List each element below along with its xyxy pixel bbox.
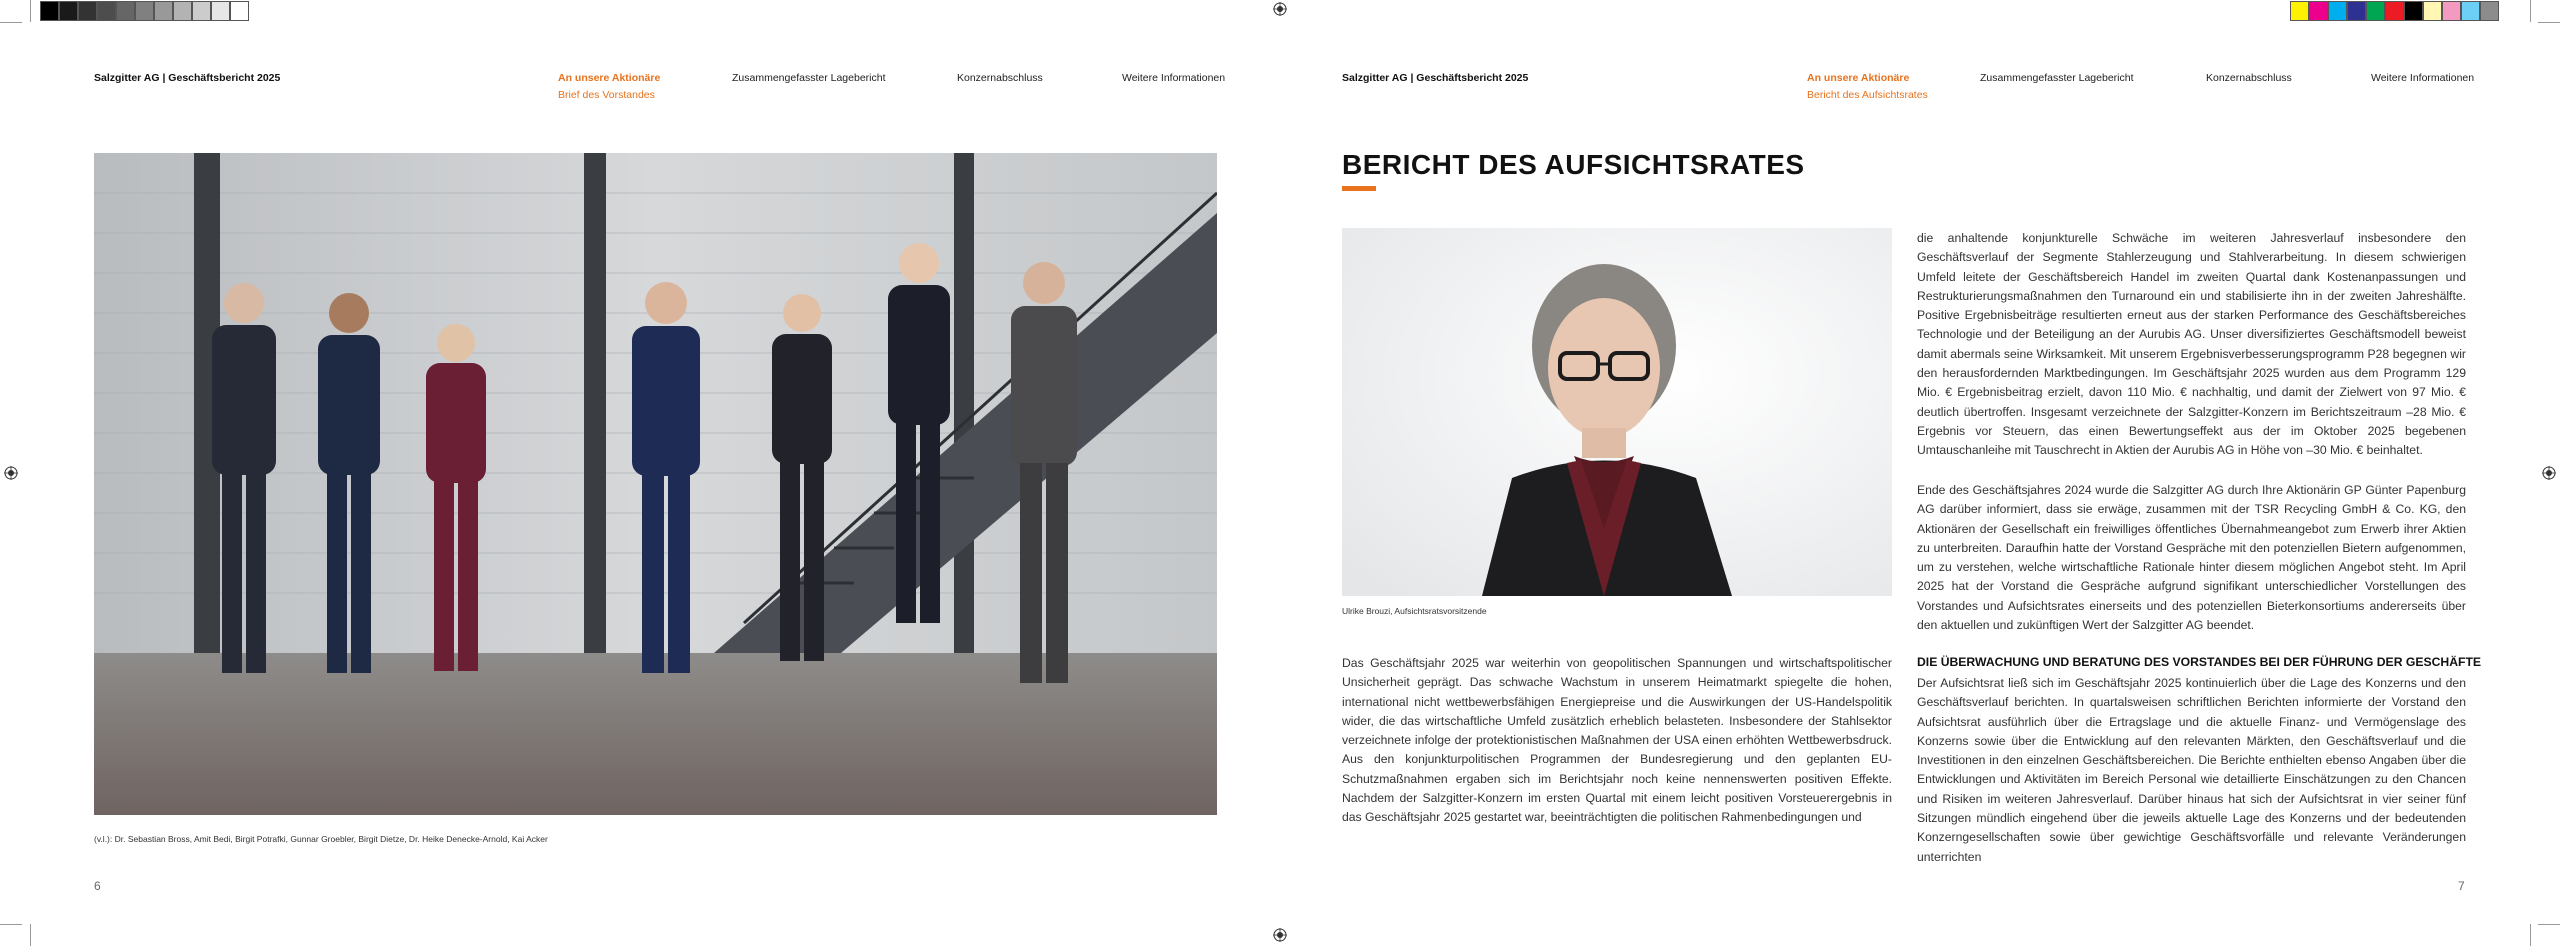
title-accent-rule	[1342, 186, 1376, 191]
registration-mark-icon	[1273, 2, 1287, 16]
color-swatch	[135, 1, 154, 21]
color-swatch	[2309, 1, 2328, 21]
nav-link-weitere-informationen[interactable]: Weitere Informationen	[2371, 72, 2475, 84]
nav-sublink-brief-des-vorstandes[interactable]: Brief des Vorstandes	[558, 89, 655, 101]
registration-mark-icon	[2542, 466, 2556, 480]
nav-link-an-unsere-aktionaere[interactable]: An unsere Aktionäre	[558, 72, 661, 84]
registration-mark-icon	[4, 466, 18, 480]
photo-caption: (v.l.): Dr. Sebastian Bross, Amit Bedi, Birgit Potrafki, Gunnar Groebler, Birgit Dietze, Dr. Heike Denecke-Arnold, Kai Acker	[94, 834, 548, 844]
color-swatch	[192, 1, 211, 21]
color-swatch	[40, 1, 59, 21]
color-swatch	[97, 1, 116, 21]
body-paragraph: Der Aufsichtsrat ließ sich im Geschäftsjahr 2025 kontinuierlich über die Lage des Konzerns und den Geschäftsverlauf berichten. In quartalsweisen schriftlichen Berichten informierte der Vorstand den Aufsichtsrat ausführlich über die Ertragslage und die aktuelle Finanz- und Vermögenslage des Konzerns sowie über die Entwicklung auf den relevanten Märkten, den Geschäftsverlauf und die Investitionen in den einzelnen Geschäftsbereichen. Die Berichte enthielten ebenso Angaben über die Entwicklungen und Aktivitäten im Bereich Personal wie detaillierte Einschätzungen zu den Chancen und Risiken im weiteren Jahresverlauf. Darüber hinaus hat sich der Aufsichtsrat in vier seiner fünf Sitzungen mündlich eingehend über die jeweils aktuelle Lage des Konzerns und der bedeutenden Konzerngesellschaften sowie über gewichtige Geschäftsvorfälle und relevante Veränderungen unterrichten	[1917, 676, 2466, 864]
color-swatch	[173, 1, 192, 21]
color-swatch	[2328, 1, 2347, 21]
board-group-photo	[94, 153, 1217, 815]
crop-mark	[2538, 22, 2560, 23]
body-paragraph: Ende des Geschäftsjahres 2024 wurde die Salzgitter AG durch Ihre Aktionärin GP Günter Papenburg AG darüber informiert, dass sie erwäge, zusammen mit der TSR Recycling GmbH & Co. KG, den Aktionären der Gesellschaft ein freiwilliges öffentliches Übernahmeangebot zum Erwerb ihrer Aktien zu unterbreiten. Daraufhin hatte der Vorstand Gespräche mit den potenziellen Bietern aufgenommen, um zu verstehen, welche wirtschaftliche Rationale hinter diesem möglichen Angebot steht. Im April 2025 hat der Vorstand die Gespräche aufgrund signifikant unterschiedlicher Vorstellungen des Vorstandes und Aufsichtsrates einerseits und des potenziellen Bieterkonsortiums andererseits über den aktuellen und zukünftigen Wert der Salzgitter AG beendet.	[1917, 483, 2466, 633]
body-paragraph: Das Geschäftsjahr 2025 war weiterhin von geopolitischen Spannungen und wirtschaftspolitischer Unsicherheit geprägt. Das schwache Wachstum in unserem Heimatmarkt spiegelte die hohen, international nicht wettbewerbsfähigen Energiepreise und die Auswirkungen der US-Handelspolitik wider, die das wirtschaftliche Umfeld zusätzlich erheblich belasteten. Insbesondere der Stahlsektor verzeichnete infolge der protektionistischen Maßnahmen der USA einen erhöhten Wettbewerbsdruck. Aus den konjunkturpolitischen Programmen der Bundesregierung und den geplanten EU-Schutzmaßnahmen ergaben sich im Berichtsjahr noch keine nennenswerten positiven Effekte. Nachdem der Salzgitter-Konzern im ersten Quartal mit einem leicht positiven Vorsteuerergebnis in das Geschäftsjahr 2025 gestartet war, beeinträchtigten die politischen Rahmenbedingungen und	[1342, 656, 1892, 825]
color-swatch	[2423, 1, 2442, 21]
crop-mark	[30, 924, 31, 946]
grayscale-color-bar	[40, 1, 249, 21]
color-swatch	[2442, 1, 2461, 21]
crop-mark	[0, 924, 22, 925]
header-title: Salzgitter AG | Geschäftsbericht 2025	[94, 72, 281, 84]
header-title: Salzgitter AG | Geschäftsbericht 2025	[1342, 72, 1529, 84]
color-swatch	[2480, 1, 2499, 21]
nav-sublink-bericht-des-aufsichtsrates[interactable]: Bericht des Aufsichtsrates	[1807, 89, 1928, 101]
crop-mark	[2538, 924, 2560, 925]
page-number: 7	[2458, 879, 2465, 893]
color-swatch	[2404, 1, 2423, 21]
page-title: BERICHT DES AUFSICHTSRATES	[1342, 149, 1805, 180]
nav-link-lagebericht[interactable]: Zusammengefasster Lagebericht	[732, 72, 886, 84]
body-paragraph: die anhaltende konjunkturelle Schwäche im weiteren Jahresverlauf insbesondere den Geschäftsverlauf der Segmente Stahlerzeugung und Stahlverarbeitung. In diesem schwierigen Umfeld leitete der Geschäftsbereich Handel im zweiten Quartal dank Kostenanpassungen und Restrukturierungsmaßnahmen den Turnaround ein und stabilisierte ihn in der zweiten Jahreshälfte. Positive Ergebnisbeiträge resultierten erneut aus der starken Performance des Geschäftsbereiches Technologie und der Beteiligung an der Aurubis AG. Unser diversifiziertes Geschäftsmodell beweist damit abermals seine Wirksamkeit. Mit unserem Ergebnisverbesserungsprogramm P28 begegnen wir den herausfordernden Marktbedingungen. Im Geschäftsjahr 2025 wurden aus dem Programm 129 Mio. € Ergebnisbeitrag erzielt, davon 110 Mio. € nachhaltig, und damit der Zielwert von 97 Mio. € deutlich übertroffen. Insgesamt verzeichnete der Salzgitter-Konzern im Berichtszeitraum –28 Mio. € Ergebnis vor Steuern, das einen Bewertungseffekt aus der im Oktober 2025 begebenen Umtauschanleihe mit Tauschrecht in Aktien der Aurubis AG in Höhe von –30 Mio. € beinhaltet.	[1917, 231, 2466, 458]
crop-mark	[2530, 0, 2531, 22]
color-swatch	[116, 1, 135, 21]
chair-portrait-photo	[1342, 228, 1892, 596]
crop-mark	[0, 22, 22, 23]
section-subheading: DIE ÜBERWACHUNG UND BERATUNG DES VORSTANDES BEI DER FÜHRUNG DER GESCHÄFTE	[1917, 655, 2482, 669]
nav-link-lagebericht[interactable]: Zusammengefasster Lagebericht	[1980, 72, 2134, 84]
color-swatch	[2385, 1, 2404, 21]
color-swatch	[2290, 1, 2309, 21]
color-swatch	[59, 1, 78, 21]
nav-link-konzernabschluss[interactable]: Konzernabschluss	[2206, 72, 2292, 84]
registration-mark-icon	[1273, 928, 1287, 942]
color-swatch	[154, 1, 173, 21]
color-swatch	[2366, 1, 2385, 21]
color-swatch	[2461, 1, 2480, 21]
page-number: 6	[94, 879, 101, 893]
group-photo-icon	[94, 153, 1217, 815]
process-color-bar	[2290, 1, 2499, 21]
portrait-caption: Ulrike Brouzi, Aufsichtsratsvorsitzende	[1342, 606, 1487, 616]
nav-link-konzernabschluss[interactable]: Konzernabschluss	[957, 72, 1043, 84]
portrait-photo-icon	[1342, 228, 1892, 596]
crop-mark	[30, 0, 31, 22]
color-swatch	[78, 1, 97, 21]
nav-link-an-unsere-aktionaere[interactable]: An unsere Aktionäre	[1807, 72, 1910, 84]
nav-link-weitere-informationen[interactable]: Weitere Informationen	[1122, 72, 1226, 84]
color-swatch	[230, 1, 249, 21]
color-swatch	[2347, 1, 2366, 21]
crop-mark	[2530, 924, 2531, 946]
color-swatch	[211, 1, 230, 21]
